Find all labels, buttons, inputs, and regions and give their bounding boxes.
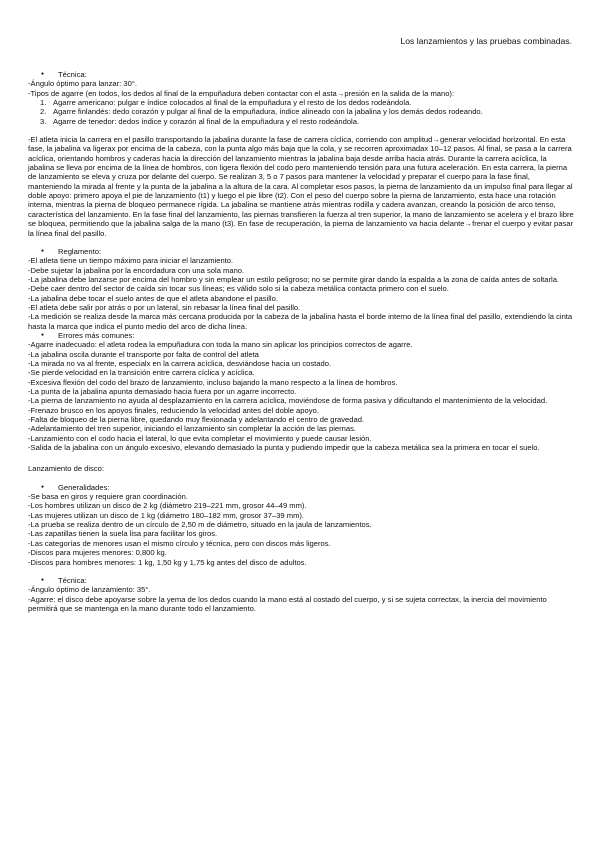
list-item: -La mirada no va al frente, especialx en la carrera acíclica, desviándose hacia un costado. [28,358,332,368]
list-item: -La jabalina debe tocar el suelo antes de que el atleta abandone el pasillo. [28,293,278,303]
list-item: -La jabalina oscila durante el transporte por falta de control del atleta [28,349,259,359]
list-item: -Salida de la jabalina con un ángulo excesivo, elevando demasiado la punta y pudiendo impedir que la cabeza metálica sea la primera en tocar el suelo. [28,443,540,453]
section-heading-errores: ● Errores más comunes: [28,331,574,340]
section-heading-tecnica-disco: ● Técnica: [28,576,574,585]
list-item: -El atleta tiene un tiempo máximo para iniciar el lanzamiento. [28,256,234,266]
list-item: -La punta de la jabalina apunta demasiado hacia fuera por un agarre incorrecto. [28,387,297,396]
list-item: -La pierna de lanzamiento no ayuda al desplazamiento en la carrera acíclica, moviéndose de forma pasiva y dificultando el mantenimiento de la velocidad. [28,396,548,406]
section-heading-generalidades: ● Generalidades: [28,483,574,492]
list-item: -Frenazo brusco en los apoyos finales, reduciendo la velocidad antes del doble apoyo. [28,405,319,415]
list-item: -Adelantamiento del tren superior, iniciando el lanzamiento sin completar la acción de las piernas. [28,424,356,434]
list-item: -Se basa en giros y requiere gran coordinación. [28,492,188,502]
list-item: -La jabalina debe lanzarse por encima del hombro y sin emplear un estilo peligroso; no se permite girar dando la espalda a la zona de caída antes de soltarla. [28,274,560,284]
list-item: -El atleta debe salir por atrás o por un lateral, sin rebasar la línea final del pasillo. [28,302,301,312]
list-item: -Discos para mujeres menores: 0,800 kg. [28,548,167,558]
list-item-text: Agarre de tenedor: dedos índice y corazón al final de la empuñadura y el resto rodeándola. [53,116,360,126]
list-item-text: Agarre americano: pulgar e índice colocados al final de la empuñadura y el resto de los dedos rodeándola. [53,98,412,108]
section-title-disco: Lanzamiento de disco: [28,464,104,474]
list-item: -La medición se realiza desde la marca más cercana producida por la cabeza de la jabalina hasta el borde interno de la línea final del pasillo, extendiendo la cinta hasta la marca que indica el punto medio del arco de dicha línea. [28,312,573,331]
list-number: 3. [40,116,47,126]
list-item: -Las mujeres utilizan un disco de 1 kg (diámetro 180–182 mm, grosor 37–39 mm). [28,510,305,520]
list-item: -Debe sujetar la jabalina por la encordadura con una sola mano. [28,265,245,275]
list-number: 1. [40,98,47,108]
list-item: -Discos para hombres menores: 1 kg, 1,50 kg y 1,75 kg antes del disco de adultos. [28,557,307,567]
numbered-list [28,98,574,126]
list-item-text: Agarre finlandés: dedo corazón y pulgar al final de la empuñadura, índice alineado con la jabalina y los demás dedos rodeando. [53,107,483,117]
description-paragraph: -El atleta inicia la carrera en el pasillo transportando la jabalina durante la fase de carrera cíclica, corriendo con amplitud→generar velocidad horizontal. En esta fase, la jabalina va ligerax por encima de la cabeza, con la punta algo más baja que la cola, y se recorren aproximadax 10–12 pasos. Al final, se pasa a la carrera acíclica, orientando hombros y caderas hacia la dirección del lanzamiento mientras la jabalina baja desde arriba hacia atrás. Durante la carrera acíclica, la jabalina se lleva por encima de la línea de hombros, con ligera flexión del codo pero manteniendo tensión para una futura aceleración. En esta carrera, la pierna de lanzamiento se eleva y cruza por delante del cuerpo. Se realizan 3, 5 o 7 pasos para mantener la velocidad y preparar el cuerpo para la fase final, manteniendo la mirada al frente y la punta de la jabalina a la altura de la cara. Al completar esos pasos, la pierna de lanzamiento da un impulso final para llegar al doble apoyo: primero apoya el pie de lanzamiento (t1) y luego el pie libre (t2). Con el peso del cuerpo sobre la pierna de lanzamiento, esta hace una rotación interna, mientras la pierna de bloqueo permanece rígida. La jabalina se mantiene atrás mientras rodilla y cadera avanzan, creando la posición de arco tenso, característica del lanzamiento. En la fase final del lanzamiento, las piernas transfieren la fuerza al tren superior, la mano de lanzamiento se acelera y el brazo libre se bloquea, permitiendo que la jabalina salga de la mano (t3). En fase de recuperación, la pierna de lanzamiento va hacia delante→frenar el cuerpo y evitar pasar la línea final del pasillo. [28,135,574,238]
list-item: -Debe caer dentro del sector de caída sin tocar sus líneas; es válido solo si la cabeza metálica contacta primero con el suelo. [28,284,449,294]
list-item: -La prueba se realiza dentro de un círculo de 2,50 m de diámetro, situado en la jaula de lanzamientos. [28,520,372,530]
list-item [28,98,574,107]
list-item: -Agarre: el disco debe apoyarse sobre la yema de los dedos cuando la mano está al costado del cuerpo, y si se sujeta correctax, la inercia del movimiento permitirá que se mantenga en la mano durante todo el lanzamiento. [28,594,547,613]
document-body [28,70,574,613]
list-item: -Ángulo óptimo de lanzamiento: 35°. [28,585,151,595]
list-item: -Lanzamiento con el codo hacia el lateral, lo que evita completar el movimiento y puede causar lesión. [28,433,372,443]
paragraph: -Tipos de agarre (en todos, los dedos al final de la empuñadura deben contactar con el asta→presión en la salida de la mano): [28,88,455,98]
list-item: -Se pierde velocidad en la transición entre carrera cíclica y acíclica. [28,368,255,378]
list-item: -Las categorías de menores usan el mismo círculo y técnica, pero con discos más ligeros. [28,538,331,548]
section-heading-reglamento: ● Reglamento: [28,247,574,256]
list-item: -Los hombres utilizan un disco de 2 kg (diámetro 219–221 mm, grosor 44–49 mm). [28,501,307,511]
paragraph: -Ángulo óptimo para lanzar: 30°. [28,79,137,89]
list-item [28,107,574,116]
list-number: 2. [40,107,47,117]
page-header: Los lanzamientos y las pruebas combinadas. [400,36,572,46]
list-item: -Excesiva flexión del codo del brazo de lanzamiento, incluso bajando la mano respecto a la línea de hombros. [28,377,398,387]
list-item: -Agarre inadecuado: el atleta rodea la empuñadura con toda la mano sin aplicar los principios correctos de agarre. [28,340,413,350]
list-item: -Falta de bloqueo de la pierna libre, quedando muy flexionada y adelantando el centro de gravedad. [28,415,365,425]
list-item [28,117,574,126]
list-item: -Las zapatillas tienen la suela lisa para facilitar los giros. [28,529,218,539]
section-heading-tecnica: ● Técnica: [28,70,574,79]
